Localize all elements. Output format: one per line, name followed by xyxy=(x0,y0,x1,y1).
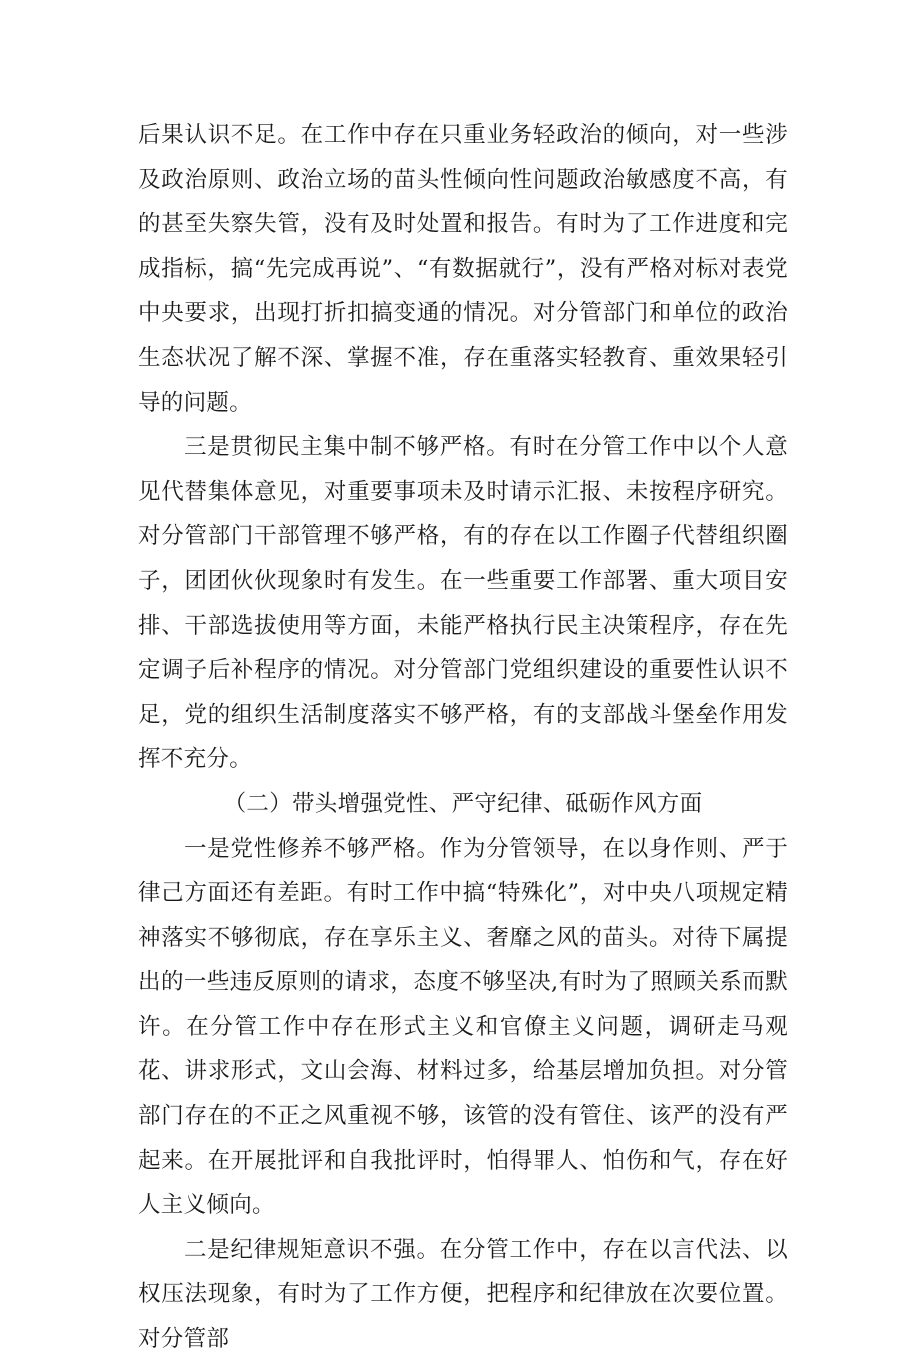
paragraph-democratic-centralism: 三是贯彻民主集中制不够严格。有时在分管工作中以个人意见代替集体意见，对重要事项未及时请示汇报、未按程序研究。对分管部门干部管理不够严格，有的存在以工作圈子代替组织圈子，团团伙伙现象时有发生。在一些重要工作部署、重大项目安排、干部选拔使用等方面，未能严格执行民主决策程序，存在先定调子后补程序的情况。对分管部门党组织建设的重要性认识不足，党的组织生活制度落实不够严格，有的支部战斗堡垒作用发挥不充分。 xyxy=(138,434,788,773)
section-heading: （二）带头增强党性、严守纪律、砥砺作风方面 xyxy=(223,790,703,817)
paragraph-discipline: 二是纪律规矩意识不强。在分管工作中，存在以言代法、以权压法现象，有时为了工作方便，把程序和纪律放在次要位置。对分管部 xyxy=(138,1236,788,1353)
document-body xyxy=(138,113,788,1362)
paragraph-party-spirit: 一是党性修养不够严格。作为分管领导，在以身作则、严于律己方面还有差距。有时工作中搞“特殊化”，对中央八项规定精神落实不够彻底，存在享乐主义、奢靡之风的苗头。对待下属提出的一些违反原则的请求，态度不够坚决,有时为了照顾关系而默许。在分管工作中存在形式主义和官僚主义问题，调研走马观花、讲求形式，文山会海、材料过多，给基层增加负担。对分管部门存在的不正之风重视不够，该管的没有管住、该严的没有严起来。在开展批评和自我批评时，怕得罪人、怕伤和气，存在好人主义倾向。 xyxy=(138,835,788,1219)
paragraph-continuation: 后果认识不足。在工作中存在只重业务轻政治的倾向，对一些涉及政治原则、政治立场的苗头性倾向性问题政治敏感度不高，有的甚至失察失管，没有及时处置和报告。有时为了工作进度和完成指标，搞“先完成再说”、“有数据就行”，没有严格对标对表党中央要求，出现打折扣搞变通的情况。对分管部门和单位的政治生态状况了解不深、掌握不准，存在重落实轻教育、重效果轻引导的问题。 xyxy=(138,122,788,416)
